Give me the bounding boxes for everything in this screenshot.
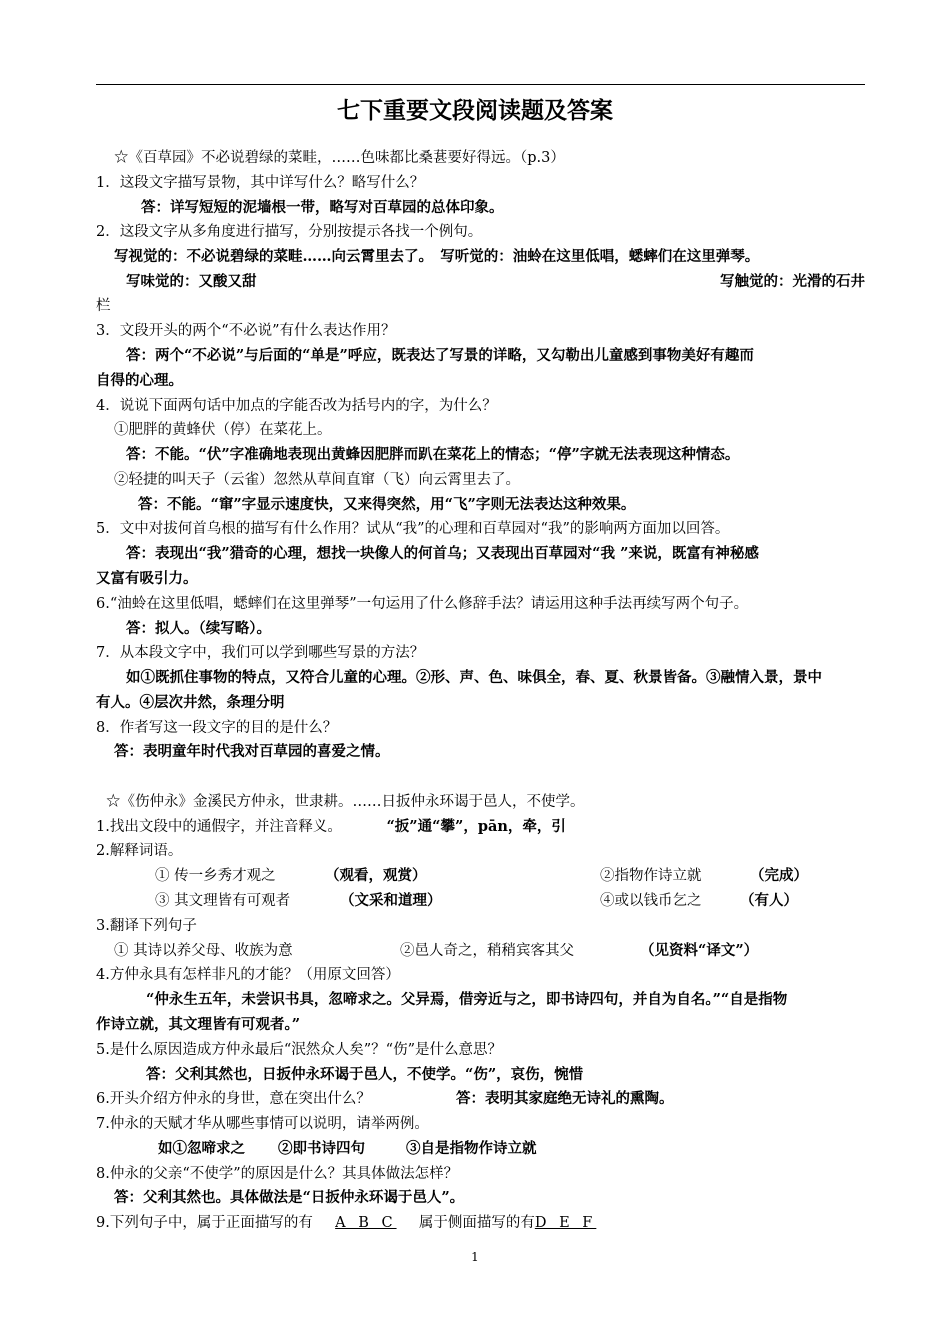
answer: 答：不能。“窜”字显示速度快，又来得突然，用“飞”字则无法表达这种效果。: [138, 496, 636, 513]
section-intro: ☆《伤仲永》金溪民方仲永，世隶耕。……日扳仲永环谒于邑人，不使学。: [106, 794, 585, 810]
sub-question: ②轻捷的叫天子（云雀）忽然从草间直窜（飞）向云霄里去了。: [114, 472, 520, 488]
question: 9.下列句子中，属于正面描写的有: [96, 1215, 313, 1231]
answer: 答：不能。“伏”字准确地表现出黄蜂因肥胖而趴在菜花上的情态；“停”字就无法表现这种情态。: [126, 446, 740, 463]
question: 5．文中对拔何首乌根的描写有什么作用？试从“我”的心理和百草园对“我”的影响两方面加以回答。: [96, 521, 730, 537]
answer: 答：父利其然也。具体做法是“日扳仲永环谒于邑人”。: [114, 1189, 465, 1206]
answer: 答：拟人。（续写略）。: [126, 620, 271, 637]
sentence: ① 其诗以养父母、收族为意: [114, 943, 293, 959]
vocab-row: [155, 889, 855, 913]
answer: 答：表明其家庭绝无诗礼的熏陶。: [456, 1090, 674, 1107]
vocab-item: ②指物作诗立就: [600, 868, 702, 884]
answer: 如①忽啼求之: [158, 1140, 245, 1157]
page-title: 七下重要文段阅读题及答案: [337, 98, 613, 124]
answer-row: [158, 1137, 928, 1161]
question: 5.是什么原因造成方仲永最后“泯然众人矣”？“伤”是什么意思？: [96, 1042, 502, 1058]
answer-row: [126, 270, 865, 294]
answer: 写视觉的：不必说碧绿的菜畦……向云霄里去了。 写听觉的：油蛉在这里低唱，蟋蟀们在这里弹琴。: [114, 248, 760, 265]
answer: 写味觉的：又酸又甜: [126, 273, 257, 290]
answer: ②即书诗四句: [278, 1140, 365, 1157]
question: 1.找出文段中的通假字，并注音释义。: [96, 819, 342, 835]
question-row: [96, 1087, 866, 1111]
vocab-item: ④或以钱币乞之: [600, 893, 702, 909]
vocab-answer: （完成）: [750, 867, 808, 884]
question: 属于侧面描写的有: [418, 1215, 535, 1231]
vocab-answer: （文采和道理）: [340, 892, 442, 909]
sub-question: ①肥胖的黄蜂伏（停）在菜花上。: [114, 422, 332, 438]
question: 2.解释词语。: [96, 843, 183, 859]
question-row: [96, 1211, 866, 1235]
section-intro: ☆《百草园》不必说碧绿的菜畦，……色味都比桑葚要好得远。（p.3）: [114, 150, 565, 166]
translate-row: [114, 939, 884, 963]
question: 3.翻译下列句子: [96, 918, 197, 934]
answer: 有人。④层次井然，条理分明: [96, 694, 285, 711]
answer: 答：表现出“我”猎奇的心理，想找一块像人的何首乌；又表现出百草园对“我 ”来说，既富有神秘感: [126, 545, 759, 562]
question: 8．作者写这一段文字的目的是什么？: [96, 720, 338, 736]
top-rule: [96, 84, 865, 85]
answer: （见资料“译文”）: [640, 942, 759, 959]
question: 7.仲永的天赋才华从哪些事情可以说明，请举两例。: [96, 1116, 429, 1132]
answer: 答：表明童年时代我对百草园的喜爱之情。: [114, 743, 390, 760]
answer: 答：父利其然也，日扳仲永环谒于邑人，不使学。“伤”，哀伤，惋惜: [146, 1066, 584, 1083]
question: 4．说说下面两句话中加点的字能否改为括号内的字，为什么？: [96, 398, 497, 414]
blank-answer: D E F: [534, 1215, 597, 1231]
vocab-row: [155, 864, 855, 888]
answer: 如①既抓住事物的特点，又符合儿童的心理。②形、声、色、味俱全，春、夏、秋景皆备。③融情入景，景中: [126, 669, 822, 686]
answer: 又富有吸引力。: [96, 570, 198, 587]
question: 2．这段文字从多角度进行描写，分别按提示各找一个例句。: [96, 224, 483, 240]
answer: 写触觉的：光滑的石井: [720, 273, 865, 290]
answer-wrap: 栏: [96, 298, 111, 314]
answer: 答：详写短短的泥墙根一带，略写对百草园的总体印象。: [141, 199, 504, 216]
question-row: [96, 815, 866, 839]
blank-answer: A B C: [335, 1215, 397, 1231]
vocab-item: ① 传一乡秀才观之: [155, 868, 276, 884]
page-number: 1: [471, 1250, 479, 1264]
answer: 作诗立就，其文理皆有可观者。”: [96, 1016, 301, 1033]
answer: 答：两个“不必说”与后面的“单是”呼应，既表达了写景的详略，又勾勒出儿童感到事物美好有趣而: [126, 347, 754, 364]
question: 6.开头介绍方仲永的身世，意在突出什么？: [96, 1091, 371, 1107]
question: 4.方仲永具有怎样非凡的才能？（用原文回答）: [96, 967, 400, 983]
answer: “仲永生五年，未尝识书具，忽啼求之。父异焉，借旁近与之，即书诗四句，并自为自名。”“自是指物: [146, 991, 788, 1008]
answer: “扳”通“攀”，pān，牵，引: [386, 818, 566, 835]
vocab-answer: （有人）: [740, 892, 798, 909]
vocab-answer: （观看，观赏）: [325, 867, 427, 884]
sentence: ②邑人奇之，稍稍宾客其父: [400, 943, 574, 959]
question: 1．这段文字描写景物，其中详写什么？略写什么？: [96, 175, 425, 191]
answer: ③自是指物作诗立就: [406, 1140, 537, 1157]
question: 8.仲永的父亲“不使学”的原因是什么？其具体做法怎样？: [96, 1166, 459, 1182]
answer: 自得的心理。: [96, 372, 183, 389]
question: 7．从本段文字中，我们可以学到哪些写景的方法？: [96, 645, 425, 661]
question: 3．文段开头的两个“不必说”有什么表达作用？: [96, 323, 396, 339]
question: 6.“油蛉在这里低唱，蟋蟀们在这里弹琴”一句运用了什么修辞手法？请运用这种手法再续写两个句子。: [96, 596, 749, 612]
vocab-item: ③ 其文理皆有可观者: [155, 893, 291, 909]
